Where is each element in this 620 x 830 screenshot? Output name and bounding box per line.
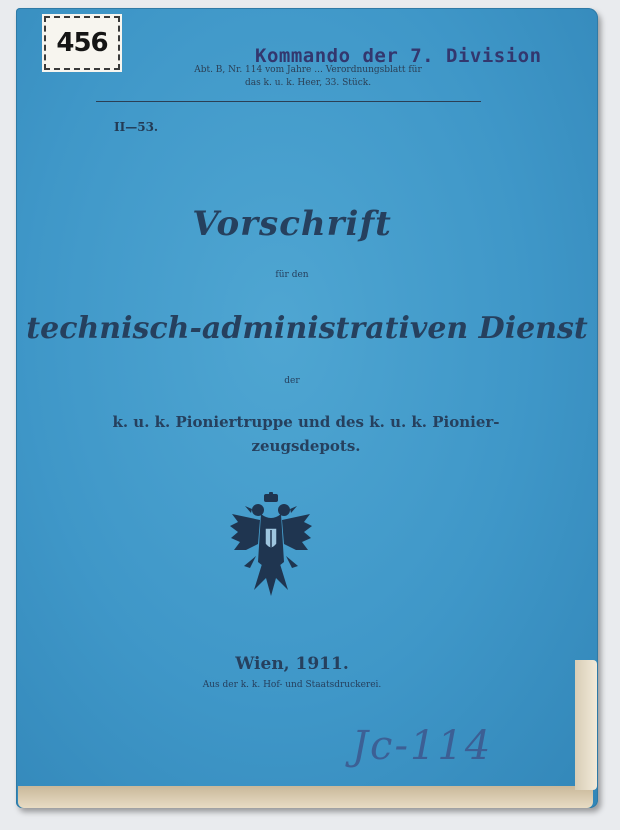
document-number: II—53. — [114, 120, 159, 134]
double-headed-eagle-icon — [228, 492, 314, 598]
cover-title: Vorschrift — [192, 204, 392, 244]
handwritten-call-number: Jc-114 — [352, 723, 493, 769]
header-note-line-2: das k. u. k. Heer, 33. Stück. — [244, 78, 372, 88]
of-the-line: der — [284, 376, 300, 386]
printer-line: Aus der k. k. Hof- und Staatsdruckerei. — [202, 680, 382, 690]
header-rule — [96, 101, 481, 102]
place-and-year: Wien, 1911. — [235, 654, 349, 674]
division-stamp: Kommando der 7. Division — [255, 45, 542, 67]
worn-bottom-edge — [18, 786, 593, 808]
book-cover — [16, 8, 598, 808]
header-note-line-1: Abt. B, Nr. 114 vom Jahre ... Verordnungsblatt für — [194, 65, 422, 75]
cover-subtitle: technisch-administrativen Dienst — [26, 311, 588, 346]
header-note — [138, 64, 478, 90]
for-the-line: für den — [275, 270, 309, 280]
worn-right-edge — [575, 660, 597, 790]
unit-line-1: k. u. k. Pioniertruppe und des k. u. k. Pionier- — [112, 413, 500, 431]
catalog-sticker — [44, 16, 120, 70]
unit-line-2: zeugsdepots. — [251, 437, 361, 455]
unit-name — [76, 410, 536, 458]
catalog-number: 456 — [56, 28, 108, 58]
